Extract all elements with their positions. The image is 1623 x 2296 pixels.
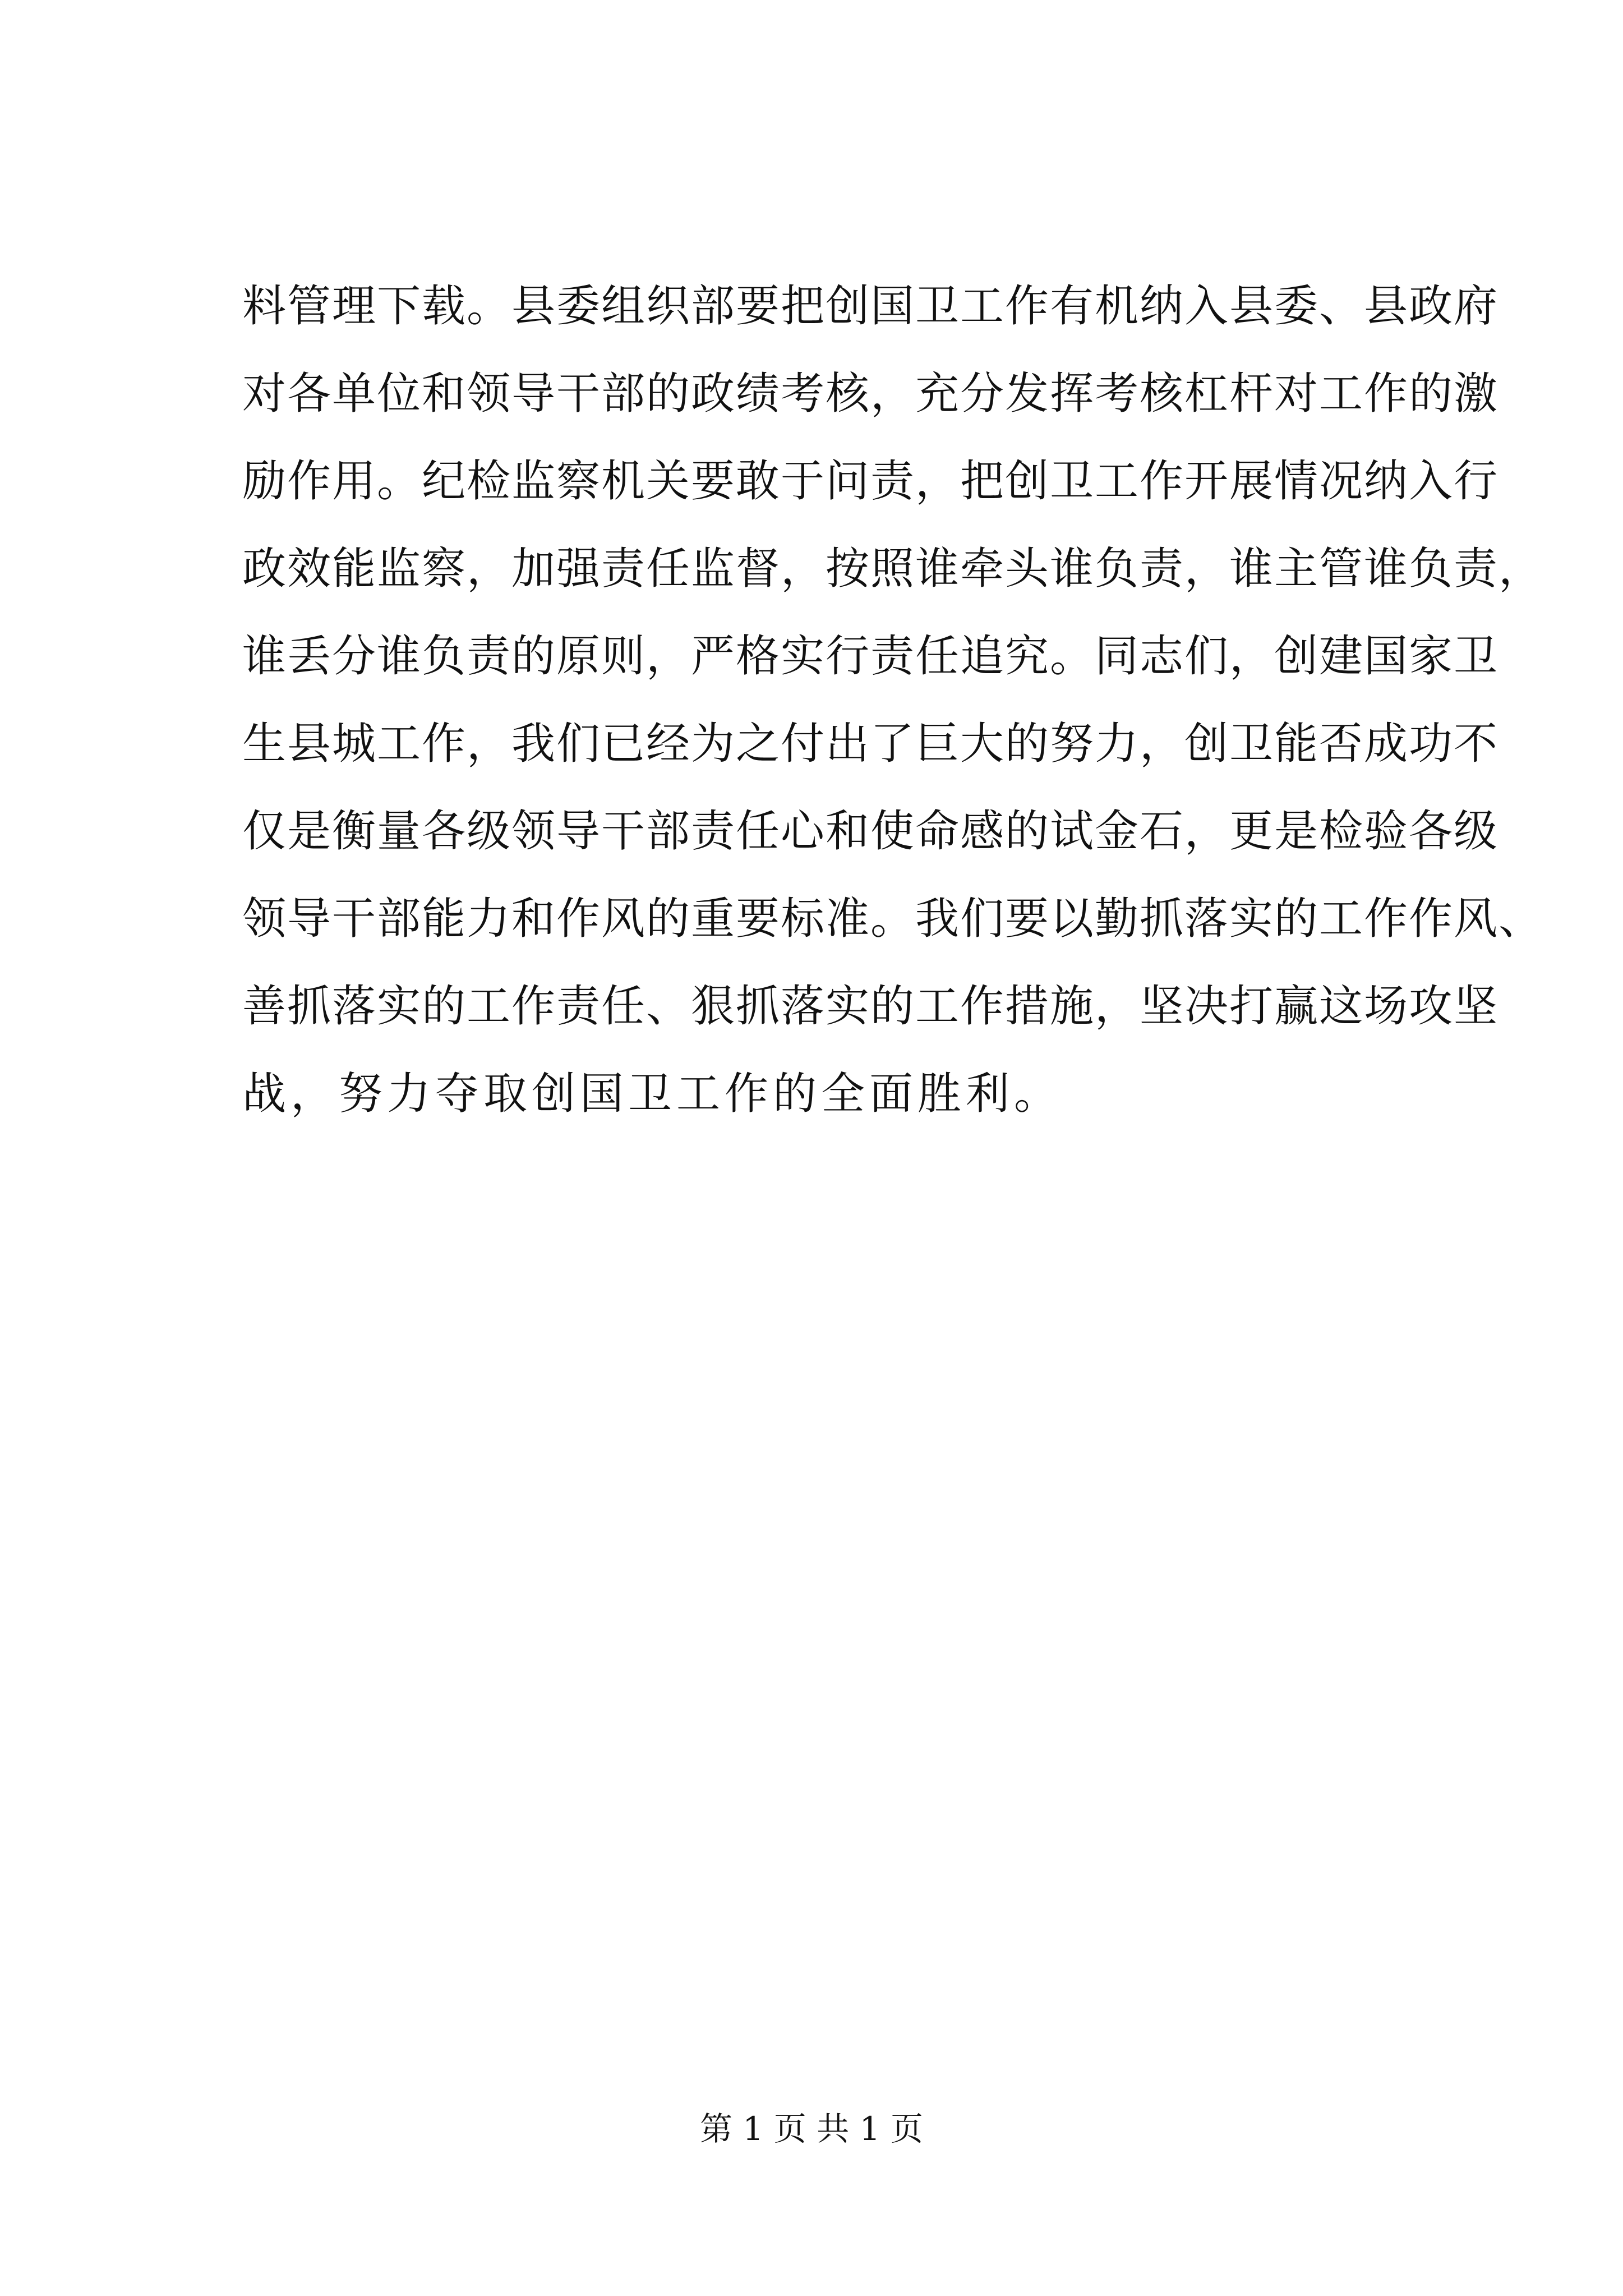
paragraph-line: 料管理下载。县委组织部要把创国卫工作有机纳入县委、县政府 (242, 281, 1499, 332)
body-paragraph (242, 263, 1544, 1138)
page-footer: 第 1 页 共 1 页 (700, 2110, 923, 2148)
paragraph-line: 仅是衡量各级领导干部责任心和使命感的试金石，更是检验各级 (242, 806, 1499, 857)
paragraph-line: 政效能监察，加强责任监督，按照谁牵头谁负责，谁主管谁负责， (242, 544, 1544, 594)
paragraph-line: 对各单位和领导干部的政绩考核，充分发挥考核杠杆对工作的激 (242, 369, 1499, 419)
paragraph-line-last: 战，努力夺取创国卫工作的全面胜利。 (242, 1069, 1063, 1119)
paragraph-line: 励作用。纪检监察机关要敢于问责，把创卫工作开展情况纳入行 (242, 456, 1499, 507)
paragraph-line: 善抓落实的工作责任、狠抓落实的工作措施，坚决打赢这场攻坚 (242, 981, 1499, 1032)
paragraph-line: 生县城工作，我们已经为之付出了巨大的努力，创卫能否成功不 (242, 719, 1499, 769)
paragraph-line: 谁丢分谁负责的原则，严格实行责任追究。同志们，创建国家卫 (242, 631, 1499, 682)
paragraph-line: 领导干部能力和作风的重要标准。我们要以勤抓落实的工作作风、 (242, 894, 1544, 944)
